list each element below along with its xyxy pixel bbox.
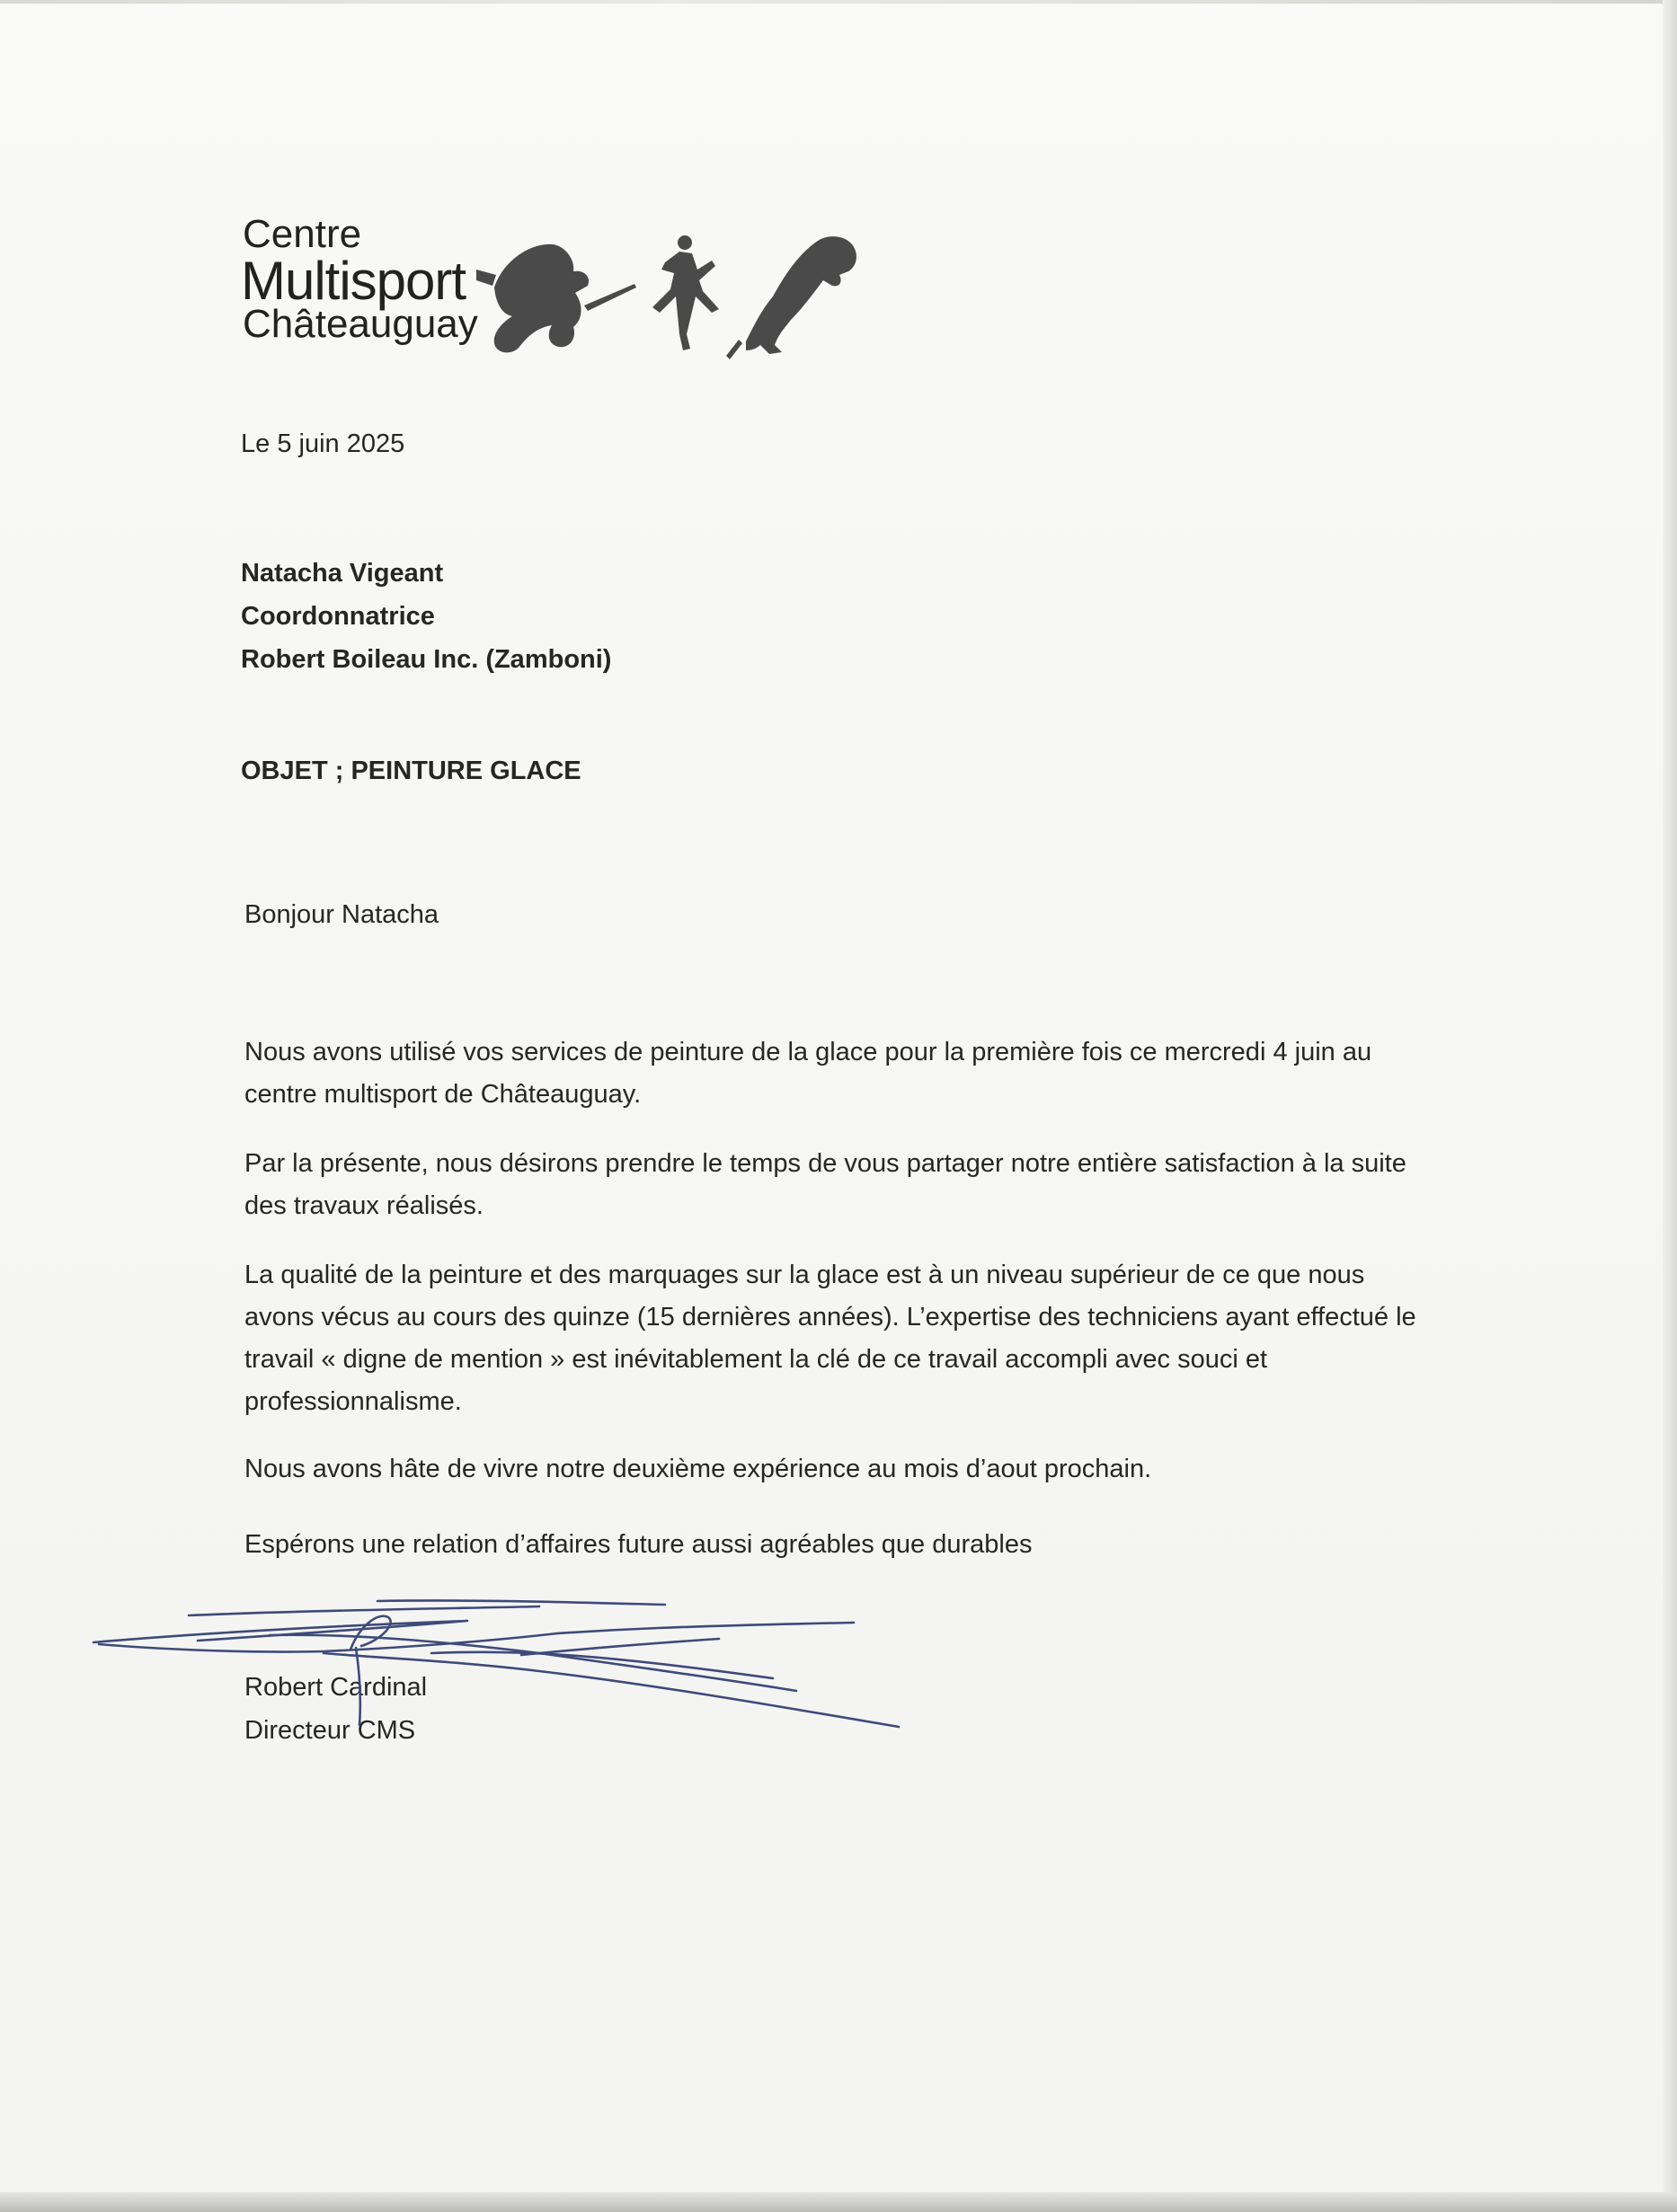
logo-line-1: Centre	[243, 212, 362, 256]
paper-edge-right	[1663, 0, 1677, 2212]
recipient-company: Robert Boileau Inc. (Zamboni)	[241, 645, 612, 674]
handwritten-signature	[90, 1590, 953, 1770]
paragraph-2: Par la présente, nous désirons prendre le temps de vous partager notre entière satisfaction à la suite des travaux réalisés.	[244, 1149, 1406, 1220]
organization-logo	[241, 207, 780, 359]
recipient-role: Coordonnatrice	[241, 602, 435, 631]
signer-name: Robert Cardinal	[244, 1673, 428, 1702]
paper-edge-top	[0, 0, 1677, 4]
logo-line-2: Multisport	[241, 251, 466, 311]
paragraph-5: Espérons une relation d’affaires future aussi agréables que durables	[244, 1530, 1033, 1559]
logo-line-3: Châteauguay	[243, 302, 478, 346]
recipient-name: Natacha Vigeant	[241, 559, 444, 588]
paragraph-3: La qualité de la peinture et des marquages sur la glace est à un niveau supérieur de ce que nous avons vécus au cours des quinze (15 dernières années). L’expertise des techniciens ayant effectué le travail « digne de mention » est inévitablement la clé de ce travail accompli avec souci et professionnalisme.	[244, 1261, 1416, 1416]
athletes-silhouette-icon	[476, 234, 1016, 359]
signer-title: Directeur CMS	[244, 1716, 416, 1745]
letter-date: Le 5 juin 2025	[241, 429, 405, 458]
paragraph-4: Nous avons hâte de vivre notre deuxième expérience au mois d’aout prochain.	[244, 1455, 1152, 1483]
paper-edge-bottom	[0, 2192, 1677, 2212]
letter-greeting: Bonjour Natacha	[244, 900, 439, 929]
letter-subject: OBJET ; PEINTURE GLACE	[241, 757, 581, 785]
paragraph-1: Nous avons utilisé vos services de peinture de la glace pour la première fois ce mercredi 4 juin au centre multisport de Châteauguay.	[244, 1038, 1372, 1109]
